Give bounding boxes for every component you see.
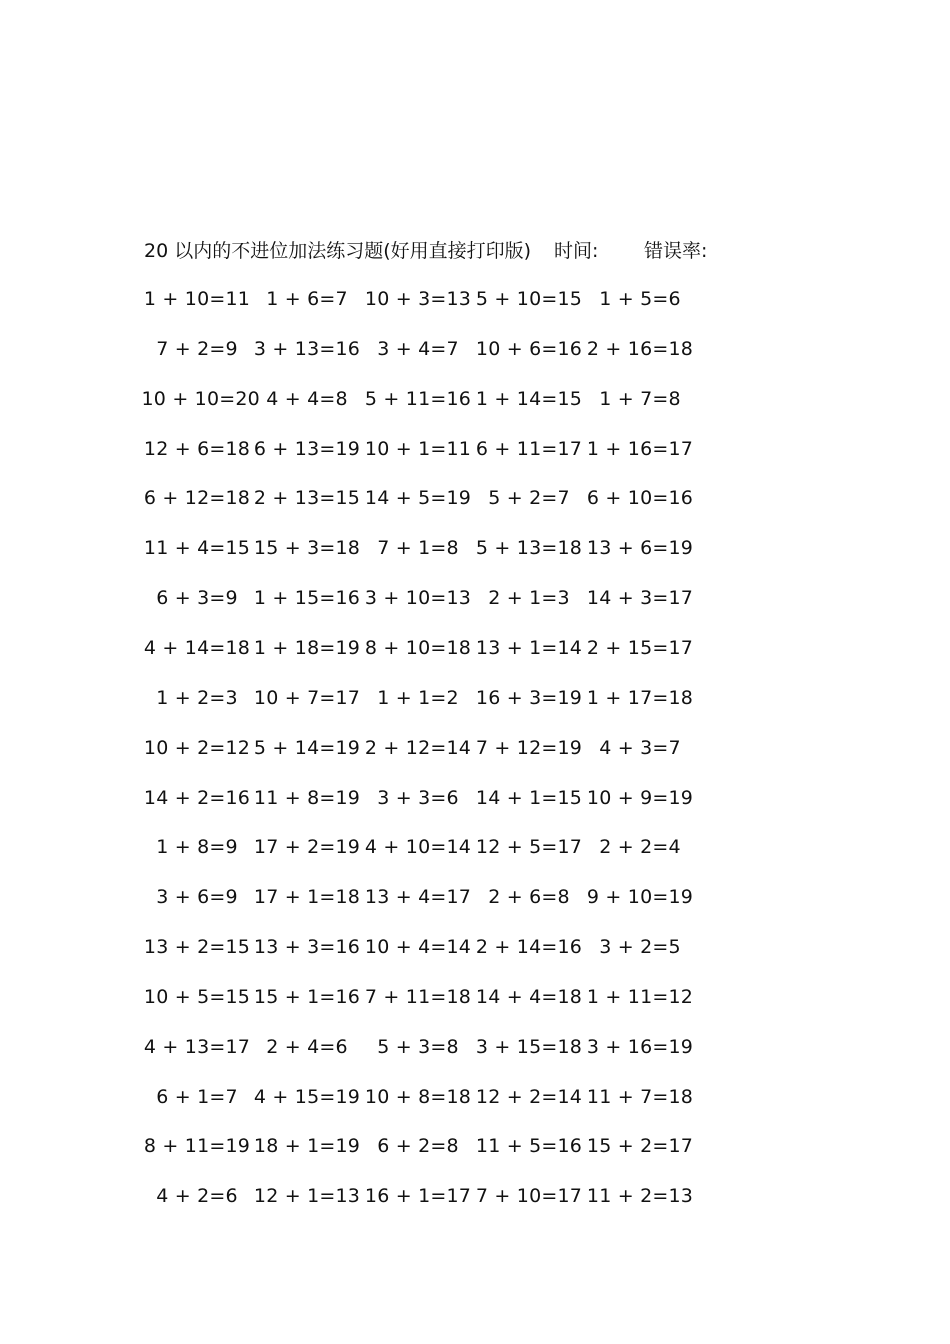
problem-item: 2 + 16=18 xyxy=(586,338,694,360)
problem-item: 4 + 15=19 xyxy=(253,1086,361,1108)
problem-item: 3 + 10=13 xyxy=(364,587,472,609)
problem-item: 2 + 1=3 xyxy=(488,587,570,609)
problem-item: 13 + 3=16 xyxy=(253,936,361,958)
time-label: 时间: xyxy=(554,240,599,262)
problem-row xyxy=(0,831,950,863)
problem-item: 11 + 5=16 xyxy=(475,1135,583,1157)
problem-item: 7 + 2=9 xyxy=(156,338,238,360)
problem-item: 16 + 1=17 xyxy=(364,1185,472,1207)
problem-item: 2 + 14=16 xyxy=(475,936,583,958)
problem-row xyxy=(0,931,950,963)
problem-item: 10 + 7=17 xyxy=(253,687,361,709)
problem-item: 4 + 13=17 xyxy=(143,1036,251,1058)
problem-item: 11 + 4=15 xyxy=(143,537,251,559)
problem-item: 10 + 6=16 xyxy=(475,338,583,360)
problem-item: 1 + 15=16 xyxy=(253,587,361,609)
problem-item: 6 + 3=9 xyxy=(156,587,238,609)
problem-item: 14 + 3=17 xyxy=(586,587,694,609)
problem-row xyxy=(0,782,950,814)
problem-item: 4 + 2=6 xyxy=(156,1185,238,1207)
problem-item: 1 + 11=12 xyxy=(586,986,694,1008)
problem-item: 7 + 10=17 xyxy=(475,1185,583,1207)
problem-item: 2 + 15=17 xyxy=(586,637,694,659)
problem-item: 7 + 11=18 xyxy=(364,986,472,1008)
problem-row xyxy=(0,1180,950,1212)
problem-item: 1 + 16=17 xyxy=(586,438,694,460)
problem-item: 12 + 6=18 xyxy=(143,438,251,460)
problem-item: 1 + 18=19 xyxy=(253,637,361,659)
problem-item: 18 + 1=19 xyxy=(253,1135,361,1157)
problem-item: 6 + 12=18 xyxy=(143,487,251,509)
problem-item: 5 + 14=19 xyxy=(253,737,361,759)
problem-item: 3 + 4=7 xyxy=(377,338,459,360)
problem-item: 1 + 6=7 xyxy=(266,288,348,310)
problem-item: 4 + 4=8 xyxy=(266,388,348,410)
problem-item: 15 + 1=16 xyxy=(253,986,361,1008)
problem-item: 5 + 2=7 xyxy=(488,487,570,509)
problem-item: 10 + 4=14 xyxy=(364,936,472,958)
problem-item: 6 + 2=8 xyxy=(377,1135,459,1157)
problem-item: 6 + 1=7 xyxy=(156,1086,238,1108)
problem-row xyxy=(0,582,950,614)
problem-item: 3 + 15=18 xyxy=(475,1036,583,1058)
problem-row xyxy=(0,1081,950,1113)
problem-row xyxy=(0,532,950,564)
problem-item: 2 + 4=6 xyxy=(266,1036,348,1058)
problem-item: 13 + 4=17 xyxy=(364,886,472,908)
problem-item: 1 + 8=9 xyxy=(156,836,238,858)
problem-row xyxy=(0,632,950,664)
problem-item: 2 + 13=15 xyxy=(253,487,361,509)
problem-item: 14 + 4=18 xyxy=(475,986,583,1008)
problem-item: 6 + 11=17 xyxy=(475,438,583,460)
problem-item: 10 + 5=15 xyxy=(143,986,251,1008)
problem-item: 1 + 17=18 xyxy=(586,687,694,709)
problem-item: 10 + 9=19 xyxy=(586,787,694,809)
problem-item: 1 + 7=8 xyxy=(599,388,681,410)
problem-row xyxy=(0,1031,950,1063)
problem-item: 8 + 11=19 xyxy=(143,1135,251,1157)
worksheet-header xyxy=(144,236,764,266)
problem-item: 10 + 10=20 xyxy=(141,388,260,410)
problem-row xyxy=(0,433,950,465)
problem-item: 8 + 10=18 xyxy=(364,637,472,659)
problem-row xyxy=(0,881,950,913)
problem-item: 16 + 3=19 xyxy=(475,687,583,709)
problem-item: 15 + 3=18 xyxy=(253,537,361,559)
problem-item: 6 + 10=16 xyxy=(586,487,694,509)
problem-item: 3 + 13=16 xyxy=(253,338,361,360)
problem-item: 3 + 16=19 xyxy=(586,1036,694,1058)
problem-item: 14 + 2=16 xyxy=(143,787,251,809)
problem-item: 3 + 6=9 xyxy=(156,886,238,908)
problem-item: 7 + 12=19 xyxy=(475,737,583,759)
problem-item: 5 + 13=18 xyxy=(475,537,583,559)
problem-item: 1 + 2=3 xyxy=(156,687,238,709)
problem-item: 6 + 13=19 xyxy=(253,438,361,460)
problem-item: 11 + 8=19 xyxy=(253,787,361,809)
problem-item: 12 + 2=14 xyxy=(475,1086,583,1108)
problem-item: 1 + 10=11 xyxy=(143,288,251,310)
problem-item: 5 + 11=16 xyxy=(364,388,472,410)
problem-item: 14 + 1=15 xyxy=(475,787,583,809)
problem-item: 10 + 8=18 xyxy=(364,1086,472,1108)
problem-item: 1 + 1=2 xyxy=(377,687,459,709)
problem-item: 14 + 5=19 xyxy=(364,487,472,509)
problem-item: 10 + 2=12 xyxy=(143,737,251,759)
problem-item: 11 + 2=13 xyxy=(586,1185,694,1207)
problem-item: 5 + 10=15 xyxy=(475,288,583,310)
problem-row xyxy=(0,333,950,365)
problem-item: 17 + 2=19 xyxy=(253,836,361,858)
problem-item: 11 + 7=18 xyxy=(586,1086,694,1108)
problem-item: 3 + 3=6 xyxy=(377,787,459,809)
problem-item: 4 + 14=18 xyxy=(143,637,251,659)
problem-item: 13 + 6=19 xyxy=(586,537,694,559)
problem-item: 3 + 2=5 xyxy=(599,936,681,958)
problem-row xyxy=(0,732,950,764)
problem-item: 9 + 10=19 xyxy=(586,886,694,908)
problem-item: 17 + 1=18 xyxy=(253,886,361,908)
problem-item: 5 + 3=8 xyxy=(377,1036,459,1058)
problem-item: 10 + 1=11 xyxy=(364,438,472,460)
error-rate-label: 错误率: xyxy=(644,240,708,262)
problem-row xyxy=(0,283,950,315)
problem-row xyxy=(0,383,950,415)
problem-item: 13 + 2=15 xyxy=(143,936,251,958)
problem-item: 2 + 2=4 xyxy=(599,836,681,858)
problem-item: 10 + 3=13 xyxy=(364,288,472,310)
problem-item: 13 + 1=14 xyxy=(475,637,583,659)
worksheet-title: 20 以内的不进位加法练习题(好用直接打印版) xyxy=(144,240,532,262)
problem-item: 2 + 12=14 xyxy=(364,737,472,759)
problem-row xyxy=(0,981,950,1013)
problem-item: 15 + 2=17 xyxy=(586,1135,694,1157)
problem-item: 1 + 14=15 xyxy=(475,388,583,410)
problem-row xyxy=(0,1130,950,1162)
problem-row xyxy=(0,682,950,714)
problem-row xyxy=(0,482,950,514)
problem-item: 12 + 5=17 xyxy=(475,836,583,858)
problem-item: 12 + 1=13 xyxy=(253,1185,361,1207)
problem-item: 4 + 3=7 xyxy=(599,737,681,759)
problem-item: 2 + 6=8 xyxy=(488,886,570,908)
problem-item: 7 + 1=8 xyxy=(377,537,459,559)
problem-item: 4 + 10=14 xyxy=(364,836,472,858)
problem-item: 1 + 5=6 xyxy=(599,288,681,310)
